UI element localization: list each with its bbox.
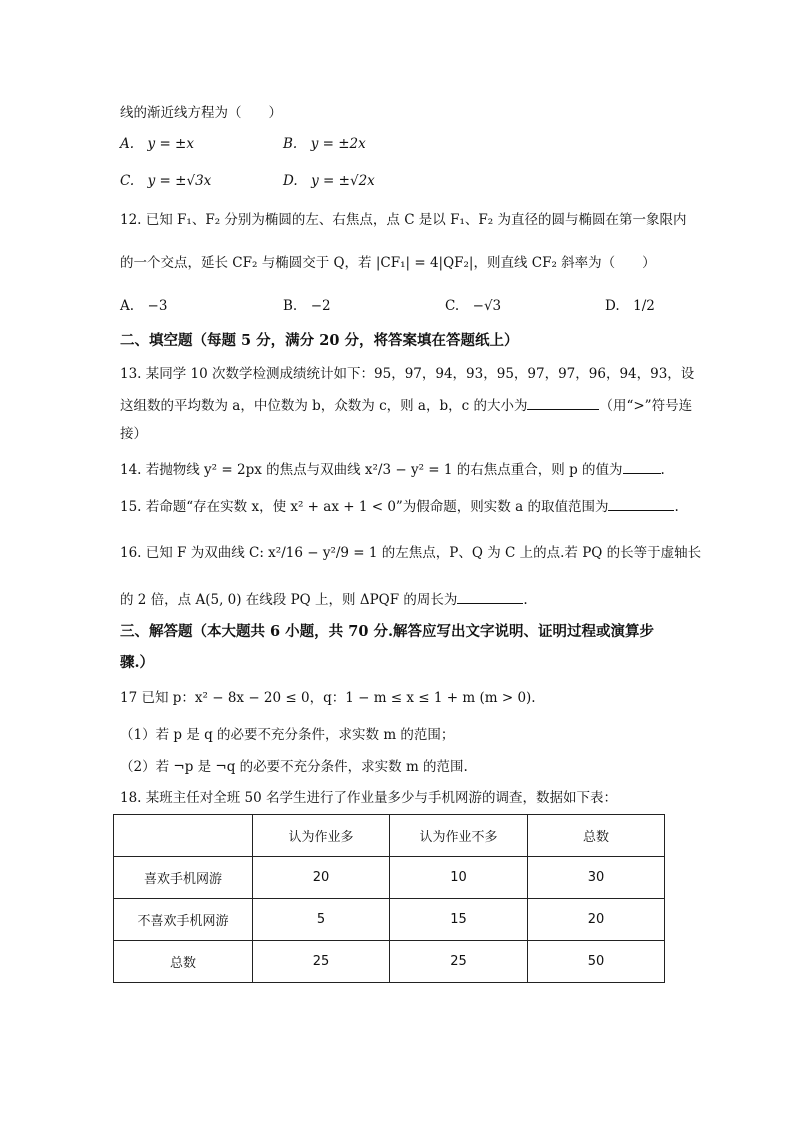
q13-line1: 13. 某同学 10 次数学检测成绩统计如下：95，97，94，93，95，97，97，96，94，93，设 [120,366,695,382]
table-cell: 20 [528,899,665,941]
table-cell: 20 [253,857,390,899]
q12-option-a: A. −3 [120,298,168,314]
q11-option-c: C. y = ±√3x [120,173,212,189]
table-header-cell: 总数 [528,815,665,857]
q18-stem: 18. 某班主任对全班 50 名学生进行了作业量多少与手机网游的调查，数据如下表： [120,790,618,806]
q13-line3: 接） [120,426,147,442]
q15-answer-blank[interactable] [608,510,674,511]
q13-line2 [120,396,692,416]
q11-option-b: B. y = ±2x [283,136,366,152]
table-cell: 50 [528,941,665,983]
q15-text: 15. 若命题“存在实数 x，使 x² + ax + 1 < 0”为假命题，则实数 a 的取值范围为 [120,499,609,515]
q12-option-b: B. −2 [283,298,331,314]
q18-data-table [113,814,665,983]
table-cell: 30 [528,857,665,899]
q12-line2: 的一个交点，延长 CF₂ 与椭圆交于 Q，若 |CF₁| = 4|QF₂|，则直线 CF₂ 斜率为（ ） [120,255,656,271]
q14-answer-blank[interactable] [623,473,661,474]
section2-title: 二、填空题（每题 5 分，满分 20 分，将答案填在答题纸上） [120,332,519,349]
table-header-cell: 认为作业不多 [390,815,528,857]
q16-line1: 16. 已知 F 为双曲线 C: x²/16 − y²/9 = 1 的左焦点，P、Q 为 C 上的点.若 PQ 的长等于虚轴长 [120,545,702,561]
table-row [114,857,665,899]
q12-line1: 12. 已知 F₁、F₂ 分别为椭圆的左、右焦点，点 C 是以 F₁、F₂ 为直径的圆与椭圆在第一象限内 [120,212,687,228]
table-row [114,899,665,941]
q14-end: . [660,462,665,478]
q11-option-a: A. y = ±x [120,136,194,152]
q15-end: . [674,499,679,515]
table-cell: 总数 [114,941,253,983]
q17-part2: （2）若 ¬p 是 ¬q 的必要不充分条件，求实数 m 的范围. [120,759,468,775]
q16-line2 [120,590,528,610]
table-row [114,941,665,983]
table-header-cell: 认为作业多 [253,815,390,857]
q16-answer-blank[interactable] [457,603,523,604]
table-header-cell [114,815,253,857]
q17-part1: （1）若 p 是 q 的必要不充分条件，求实数 m 的范围； [120,727,455,743]
section3-title-line2: 骤.） [120,654,155,671]
table-cell: 不喜欢手机网游 [114,899,253,941]
table-cell: 15 [390,899,528,941]
table-cell: 5 [253,899,390,941]
q16-line2-text: 的 2 倍，点 A(5, 0) 在线段 PQ 上，则 ΔPQF 的周长为 [120,592,458,608]
q13-line2-tail: （用“>”符号连 [599,398,693,414]
q13-line2-text: 这组数的平均数为 a，中位数为 b，众数为 c，则 a，b，c 的大小为 [120,398,528,414]
q11-option-d: D. y = ±√2x [283,173,375,189]
q13-answer-blank[interactable] [527,409,599,410]
q15-line [120,497,679,517]
table-cell: 10 [390,857,528,899]
q11-tail: 线的渐近线方程为（ ） [120,105,282,121]
q14-line [120,460,665,480]
q12-option-d: D. 1/2 [605,298,655,314]
q17-stem: 17 已知 p：x² − 8x − 20 ≤ 0，q：1 − m ≤ x ≤ 1 + m (m > 0). [120,690,536,706]
table-cell: 25 [390,941,528,983]
q14-text: 14. 若抛物线 y² = 2px 的焦点与双曲线 x²/3 − y² = 1 的右焦点重合，则 p 的值为 [120,462,623,478]
section3-title-line1: 三、解答题（本大题共 6 小题，共 70 分.解答应写出文字说明、证明过程或演算步 [120,623,655,640]
q16-end: . [523,592,528,608]
table-header-row [114,815,665,857]
table-cell: 25 [253,941,390,983]
q12-option-c: C. −√3 [445,298,502,314]
table-cell: 喜欢手机网游 [114,857,253,899]
